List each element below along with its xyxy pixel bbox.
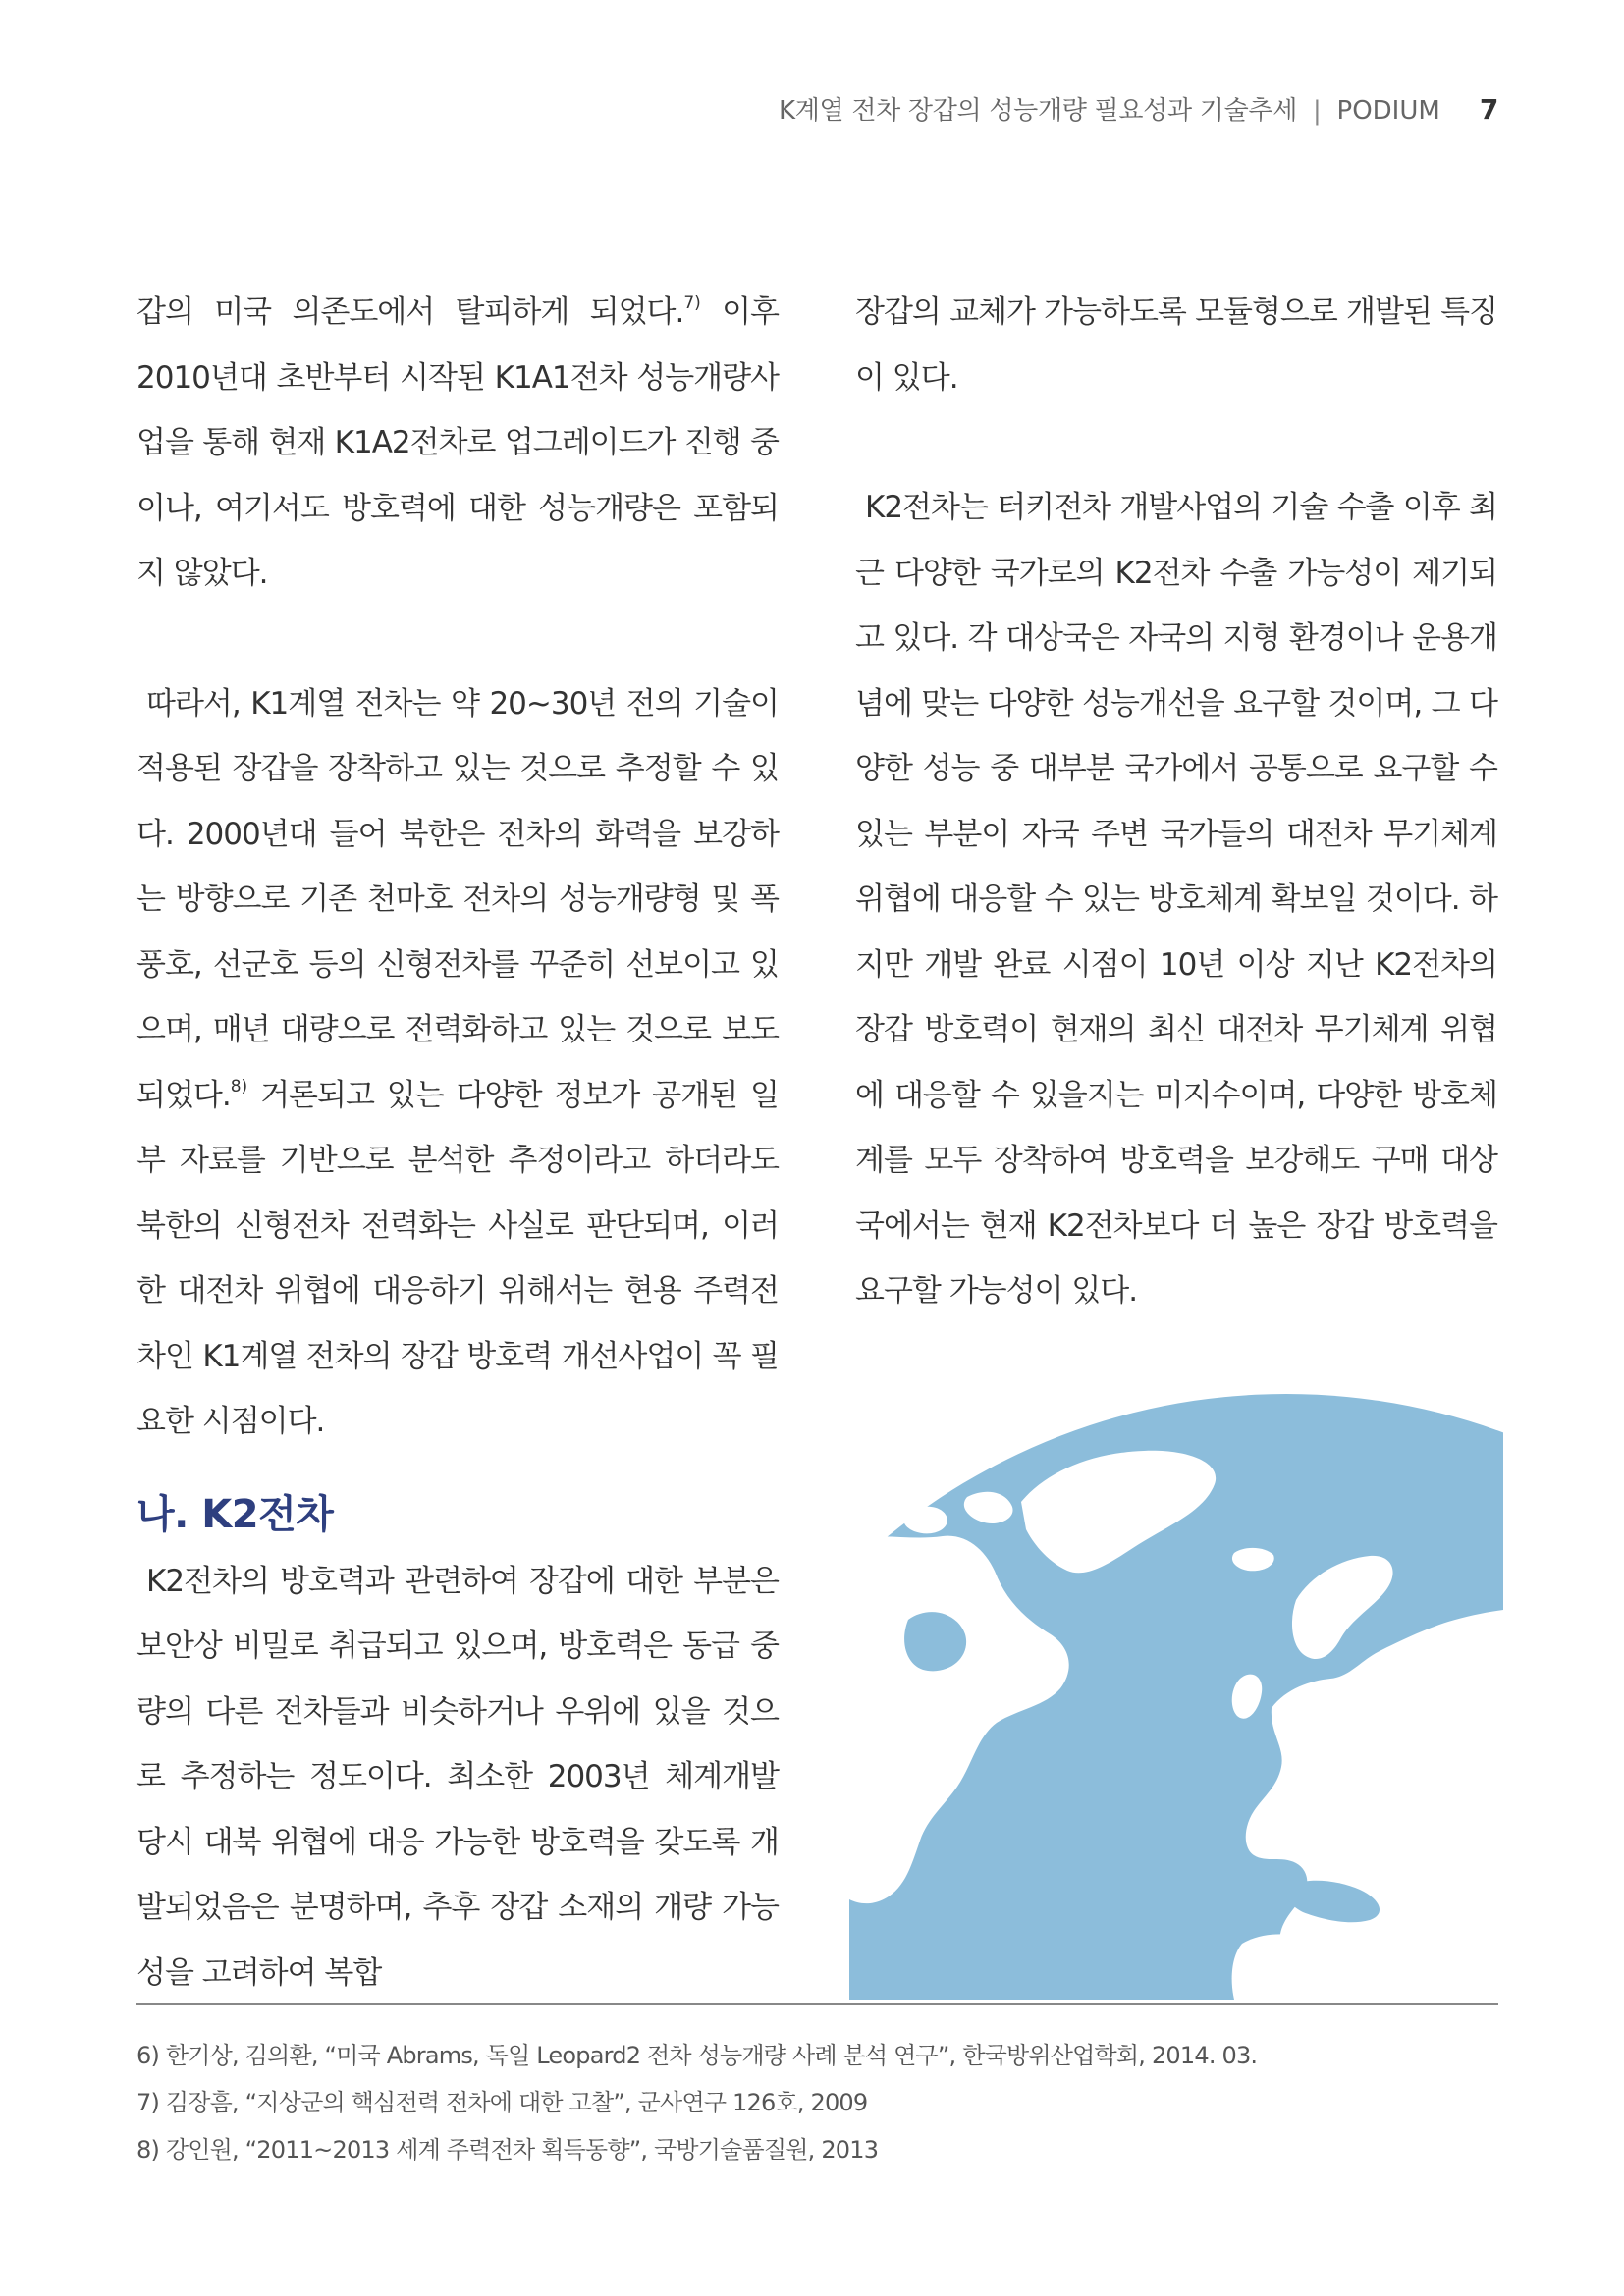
text-span: 따라서, K1계열 전차는 약 20~30년 전의 기술이 적용된 장갑을 장착하고 있는 것으로 추정할 수 있다. 2000년대 들어 북한은 전차의 화력을 보강하는 방향으로 기존 천마호 전차의 성능개량형 및 폭풍호, 선군호 등의 신형전차를 꾸준히 선보이고 있으며, 매년 대량으로 전력화하고 있는 것으로 보도되었다.: [136, 685, 779, 1113]
globe-icon: [849, 1394, 1503, 2001]
left-paragraph-1: [136, 280, 779, 607]
paragraph-gap: [136, 607, 779, 671]
page-number: 7: [1479, 93, 1498, 126]
left-column: [136, 280, 779, 2005]
footnote-6: 6) 한기상, 김의환, “미국 Abrams, 독일 Leopard2 전차 성능개량 사례 분석 연구”, 한국방위산업학회, 2014. 03.: [136, 2042, 1258, 2069]
section-title: 나. K2전차: [136, 1491, 334, 1537]
footnote-8: 8) 강인원, “2011~2013 세계 주력전차 획득동향”, 국방기술품질원, 2013: [136, 2136, 879, 2163]
paragraph-gap: [855, 410, 1497, 475]
text-span: 이후 2010년대 초반부터 시작된 K1A1전차 성능개량사업을 통해 현재 K1A2전차로 업그레이드가 진행 중이나, 여기서도 방호력에 대한 성능개량은 포함되지 않았다.: [136, 294, 780, 591]
left-paragraph-3: K2전차의 방호력과 관련하여 장갑에 대한 부분은 보안상 비밀로 취급되고 있으며, 방호력은 동급 중량의 다른 전차들과 비슷하거나 우위에 있을 것으로 추정하는 정도이다. 최소한 2003년 체계개발 당시 대북 위협에 대응 가능한 방호력을 갖도록 개발되었음은 분명하며, 추후 장갑 소재의 개량 가능성을 고려하여 복합: [136, 1563, 779, 1991]
left-paragraph-2: [136, 671, 779, 1455]
header-separator: |: [1313, 96, 1322, 126]
footnote-divider: [136, 2003, 1498, 2005]
text-span: 갑의 미국 의존도에서 탈피하게 되었다.: [136, 294, 684, 330]
footnote-ref-7: 7): [683, 294, 701, 313]
running-header: [126, 90, 1498, 133]
journal-name: PODIUM: [1336, 96, 1440, 126]
right-paragraph-2: K2전차는 터키전차 개발사업의 기술 수출 이후 최근 다양한 국가로의 K2전차 수출 가능성이 제기되고 있다. 각 대상국은 자국의 지형 환경이나 운용개념에 맞는 다양한 성능개선을 요구할 것이며, 그 다양한 성능 중 대부분 국가에서 공통으로 요구할 수 있는 부분이 자국 주변 국가들의 대전차 무기체계 위협에 대응할 수 있는 방호체계 확보일 것이다. 하지만 개발 완료 시점이 10년 이상 지난 K2전차의 장갑 방호력이 현재의 최신 대전차 무기체계 위협에 대응할 수 있을지는 미지수이며, 다양한 방호체계를 모두 장착하여 방호력을 보강해도 구매 대상국에서는 현재 K2전차보다 더 높은 장갑 방호력을 요구할 가능성이 있다.: [855, 490, 1497, 1308]
footnote-7: 7) 김장흠, “지상군의 핵심전력 전차에 대한 고찰”, 군사연구 126호, 2009: [136, 2089, 868, 2116]
header-title: K계열 전차 장갑의 성능개량 필요성과 기술추세: [778, 96, 1298, 126]
text-span: 거론되고 있는 다양한 정보가 공개된 일부 자료를 기반으로 분석한 추정이라고 하더라도 북한의 신형전차 전력화는 사실로 판단되며, 이러한 대전차 위협에 대응하기 위해서는 현용 주력전차인 K1계열 전차의 장갑 방호력 개선사업이 꼭 필요한 시점이다.: [136, 1077, 779, 1439]
footnote-ref-8: 8): [230, 1076, 248, 1096]
right-paragraph-1: 장갑의 교체가 가능하도록 모듈형으로 개발된 특징이 있다.: [855, 294, 1497, 396]
footnotes: [136, 2032, 1498, 2173]
right-column: [855, 280, 1497, 1324]
